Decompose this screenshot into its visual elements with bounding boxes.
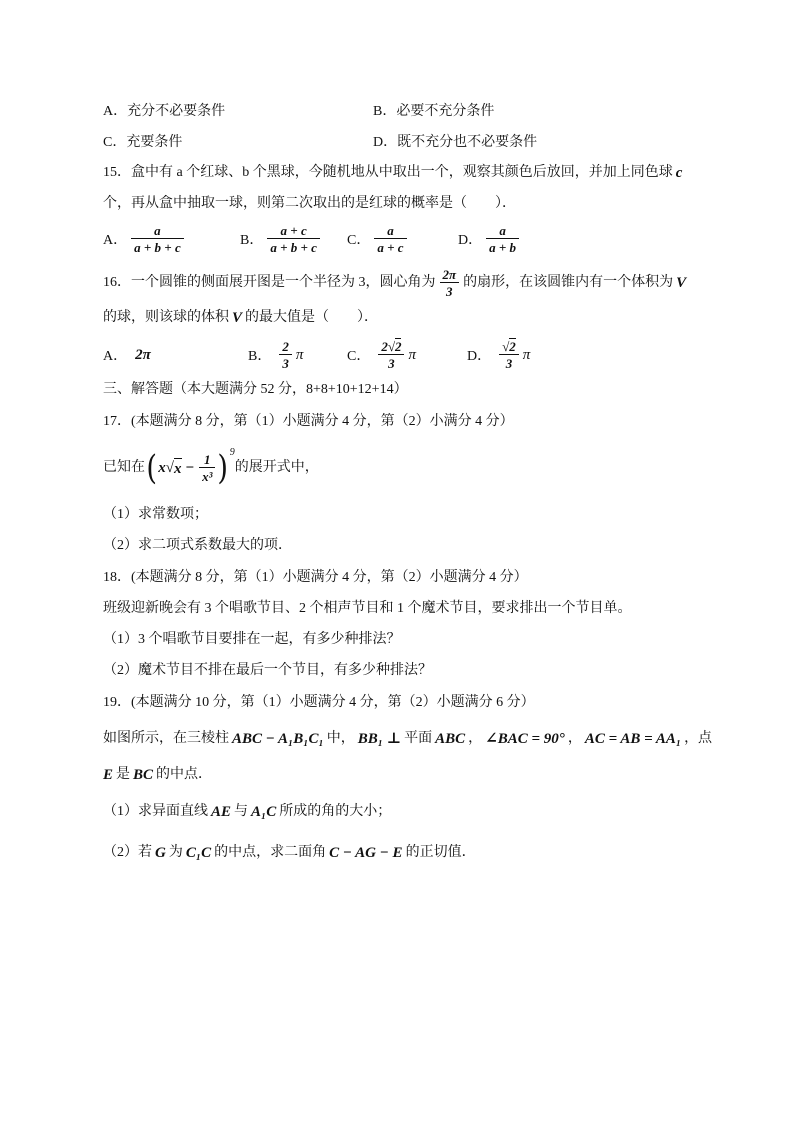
q17-stem-text-b: 的展开式中， bbox=[234, 460, 319, 475]
q18-part-1 bbox=[103, 630, 401, 650]
q15-stem-text-2: 个，再从盒中抽取一球，则第二次取出的是红球的概率是（ ）． bbox=[103, 196, 516, 211]
q16-stem-line-2 bbox=[103, 308, 378, 328]
q19-part-1 bbox=[103, 802, 391, 822]
q16-option-a bbox=[103, 340, 151, 370]
q17-header bbox=[103, 412, 514, 432]
q17-stem-text-a: 已知在 bbox=[103, 460, 145, 475]
q15-option-a bbox=[103, 224, 188, 254]
q14-option-c: C．充要条件 bbox=[103, 135, 183, 150]
exponent: 9 bbox=[229, 447, 235, 458]
q16-stem-text-2b: 的最大值是（ ）． bbox=[245, 310, 379, 325]
q19-part-2-text: 为 bbox=[168, 845, 183, 860]
q19-segment-bc: BC bbox=[133, 767, 154, 783]
numerator: 1 bbox=[199, 453, 215, 468]
q17-part-1-text: （1）求常数项； bbox=[103, 507, 208, 522]
numerator: a bbox=[374, 224, 406, 239]
q19-part-2-text: 的中点，求二面角 bbox=[214, 845, 327, 860]
q18-part-2-text: （2）魔术节目不排在最后一个节目，有多少种排法？ bbox=[103, 663, 432, 678]
q17-part-2 bbox=[103, 536, 292, 556]
q15-option-d bbox=[458, 224, 523, 254]
radicand: 2 bbox=[394, 339, 402, 354]
q16-stem-text-1b: 的扇形，在该圆锥内有一个体积为 bbox=[463, 275, 674, 290]
q16-angle-fraction bbox=[440, 268, 460, 298]
option-label: A． bbox=[103, 349, 128, 364]
q16-stem-text-2a: 的球，则该球的体积 bbox=[103, 310, 229, 325]
q18-stem bbox=[103, 599, 632, 619]
expr-fraction bbox=[199, 453, 215, 483]
sqrt-radicand: x bbox=[174, 458, 182, 479]
denominator: 3 bbox=[505, 356, 513, 371]
fraction bbox=[374, 224, 406, 254]
numerator bbox=[499, 340, 519, 355]
q19-line-ae: AE bbox=[211, 804, 232, 820]
q14-option-a: A．充分不必要条件 bbox=[103, 104, 226, 119]
q17-part-1 bbox=[103, 505, 208, 525]
denominator: a + b + c bbox=[270, 240, 317, 255]
option-label: B． bbox=[240, 233, 264, 248]
q16-option-b bbox=[248, 340, 303, 370]
denominator: a + b bbox=[489, 240, 517, 255]
fraction bbox=[267, 224, 320, 254]
q18-stem-text: 班级迎新晚会有 3 个唱歌节目、2 个相声节目和 1 个魔术节目，要求排出一个节目单。 bbox=[103, 601, 632, 616]
q15-option-c bbox=[347, 224, 411, 254]
q15-stem-line-2 bbox=[103, 194, 516, 214]
left-paren: ( bbox=[146, 448, 157, 488]
numerator: 2 bbox=[279, 340, 292, 355]
q19-point-e: E bbox=[103, 767, 114, 783]
q16-stem-text-1a: 16．一个圆锥的侧面展开图是一个半径为 3，圆心角为 bbox=[103, 275, 436, 290]
option-label: D． bbox=[458, 233, 483, 248]
denominator: 3 bbox=[446, 284, 453, 299]
q16-option-c bbox=[347, 340, 416, 370]
q19-text: ，点 bbox=[684, 731, 713, 746]
q19-text: 的中点． bbox=[156, 767, 213, 782]
right-paren: ) bbox=[217, 448, 229, 488]
radicand: 2 bbox=[509, 339, 516, 354]
q19-stem-line-1 bbox=[103, 729, 712, 749]
numerator bbox=[378, 340, 404, 355]
q19-plane: ABC bbox=[435, 731, 466, 747]
q19-part-1-text: 所成的角的大小； bbox=[279, 804, 392, 819]
q19-segment-c1c: C₁C bbox=[185, 845, 212, 861]
pi-symbol: π bbox=[295, 346, 304, 363]
q19-part-2 bbox=[103, 843, 476, 863]
q18-header bbox=[103, 568, 528, 588]
numerator: a bbox=[131, 224, 184, 239]
q18-header-text: 18．(本题满分 8 分，第（1）小题满分 4 分，第（2）小题满分 4 分） bbox=[103, 570, 528, 585]
q16-variable-v: V bbox=[232, 310, 243, 326]
q19-dihedral-angle: C − AG − E bbox=[329, 845, 403, 861]
q19-text: 如图所示，在三棱柱 bbox=[103, 731, 229, 746]
pi-symbol: π bbox=[522, 346, 531, 363]
pi-symbol: π bbox=[408, 346, 416, 363]
q15-option-b bbox=[240, 224, 324, 254]
q19-angle: ∠BAC = 90° bbox=[485, 731, 565, 747]
q15-options-row bbox=[0, 224, 794, 254]
minus-sign: − bbox=[185, 460, 195, 476]
q15-variable-c: c bbox=[675, 165, 683, 181]
denominator: x³ bbox=[202, 469, 213, 484]
q19-header bbox=[103, 693, 535, 713]
q17-stem bbox=[103, 447, 319, 489]
q16-option-d bbox=[467, 340, 530, 370]
q14-options-row-1 bbox=[0, 100, 794, 120]
fraction bbox=[131, 224, 184, 254]
denominator: 3 bbox=[388, 356, 395, 371]
root-prefix: √ bbox=[502, 339, 510, 354]
q18-part-1-text: （1）3 个唱歌节目要排在一起，有多少种排法？ bbox=[103, 632, 401, 647]
option-label: C． bbox=[347, 349, 371, 364]
q14-option-d: D．既不充分也不必要条件 bbox=[373, 135, 538, 150]
expr-x: x bbox=[158, 460, 166, 476]
q19-perpendicular: BB₁ ⊥ bbox=[357, 731, 402, 747]
option-label: C． bbox=[347, 233, 371, 248]
q19-part-2-text: 的正切值． bbox=[405, 845, 476, 860]
q19-text: 平面 bbox=[404, 731, 433, 746]
q19-point-g: G bbox=[155, 845, 166, 861]
q19-part-1-text: （1）求异面直线 bbox=[103, 804, 208, 819]
q19-text: ， bbox=[567, 731, 582, 746]
denominator: a + c bbox=[377, 240, 404, 255]
q15-stem-text-1: 15．盒中有 a 个红球、b 个黑球，今随机地从中取出一个，观察其颜色后放回，并加上同色球 bbox=[103, 165, 673, 180]
option-label: D． bbox=[467, 349, 492, 364]
fraction bbox=[378, 340, 404, 370]
q16-options-row bbox=[0, 340, 794, 370]
fraction bbox=[279, 340, 292, 370]
q19-line-a1c: A₁C bbox=[251, 804, 277, 820]
q16-stem-line-1 bbox=[103, 268, 689, 298]
q17-header-text: 17．(本题满分 8 分，第（1）小题满分 4 分，第（2）小满分 4 分） bbox=[103, 414, 514, 429]
q16-variable-v: V bbox=[676, 275, 687, 291]
section-heading bbox=[103, 380, 408, 400]
q14-options-row-2 bbox=[0, 131, 794, 151]
q19-part-2-text: （2）若 bbox=[103, 845, 152, 860]
q17-part-2-text: （2）求二项式系数最大的项． bbox=[103, 538, 292, 553]
numerator: a + c bbox=[267, 224, 320, 239]
q19-text: 是 bbox=[116, 767, 131, 782]
denominator: a + b + c bbox=[134, 240, 181, 255]
numerator: a bbox=[486, 224, 519, 239]
root-prefix: 2√ bbox=[381, 339, 395, 354]
q19-text: ， bbox=[468, 731, 483, 746]
q15-stem-line-1 bbox=[103, 163, 685, 183]
option-label: B． bbox=[248, 349, 272, 364]
section-heading-text: 三、解答题（本大题满分 52 分，8+8+10+12+14） bbox=[103, 382, 408, 397]
q19-part-1-text: 与 bbox=[234, 804, 249, 819]
q19-header-text: 19．(本题满分 10 分，第（1）小题满分 4 分，第（2）小题满分 6 分） bbox=[103, 695, 535, 710]
q19-prism: ABC − A₁B₁C₁ bbox=[232, 731, 324, 747]
q14-option-b: B．必要不充分条件 bbox=[373, 104, 495, 119]
sqrt-symbol: √ bbox=[165, 460, 174, 476]
q19-stem-line-2 bbox=[103, 765, 212, 785]
q19-equal-lengths: AC = AB = AA₁ bbox=[584, 731, 682, 747]
fraction bbox=[499, 340, 519, 370]
option-value: 2π bbox=[135, 346, 151, 363]
q18-part-2 bbox=[103, 661, 432, 681]
q19-text: 中， bbox=[326, 731, 355, 746]
option-label: A． bbox=[103, 233, 128, 248]
fraction bbox=[486, 224, 519, 254]
numerator: 2π bbox=[440, 268, 460, 283]
denominator: 3 bbox=[282, 356, 289, 371]
